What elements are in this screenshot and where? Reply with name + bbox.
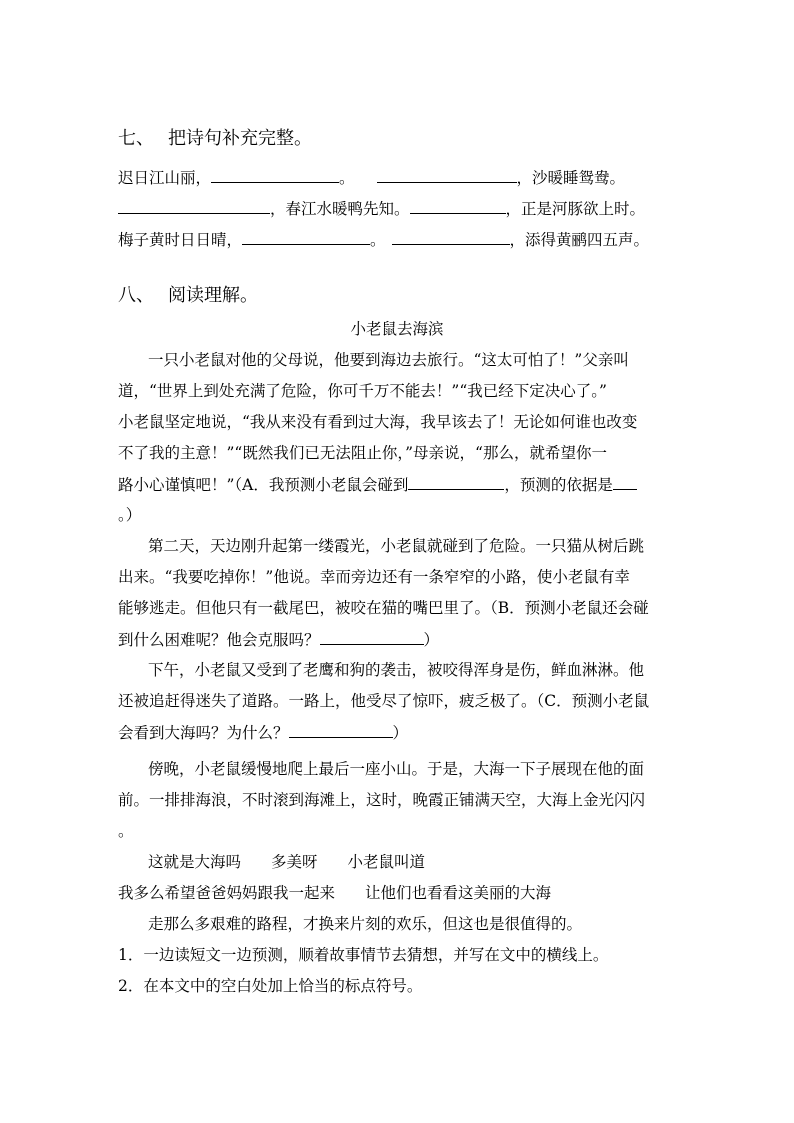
poem-text: ，沙暖睡鸳鸯。 <box>516 169 626 187</box>
poem-line-3 <box>118 229 649 250</box>
story-text: 路小心谨慎吧！”（A．我预测小老鼠会碰到 <box>118 476 409 494</box>
story-line <box>118 629 439 650</box>
answer-blank[interactable] <box>392 229 510 245</box>
story-title: 小老鼠去海滨 <box>350 320 444 338</box>
story-text: ，预测的依据是 <box>504 476 613 494</box>
poem-text: 。 <box>370 231 386 249</box>
section-7-number: 七、 <box>118 128 154 149</box>
story-line: 不了我的主意！”“既然我们已无法阻止你，”母亲说，“那么，就希望你一 <box>118 444 607 462</box>
story-line: 下午，小老鼠又受到了老鹰和狗的袭击，被咬得浑身是伤，鲜血淋淋。他 <box>148 661 645 679</box>
reason-blank-a[interactable] <box>613 474 637 490</box>
answer-blank[interactable] <box>242 229 370 245</box>
story-text: 我多么希望爸爸妈妈跟我一起来 <box>118 884 336 902</box>
poem-line-2 <box>118 198 645 219</box>
story-line: 小老鼠坚定地说，“我从来没有看到过大海，我早该去了！无论如何谁也改变 <box>118 413 638 431</box>
section-7-title: 把诗句补充完整。 <box>168 128 312 149</box>
answer-blank[interactable] <box>410 198 506 214</box>
story-text: 这就是大海吗 <box>148 853 242 871</box>
story-text: 会看到大海吗？为什么？ <box>118 724 289 742</box>
story-line: 傍晚，小老鼠缓慢地爬上最后一座小山。于是，大海一下子展现在他的面 <box>148 760 645 778</box>
story-line: 出来。“我要吃掉你！”他说。幸而旁边还有一条窄窄的小路，使小老鼠有幸 <box>118 568 630 586</box>
answer-blank[interactable] <box>118 198 270 214</box>
prediction-blank-a[interactable] <box>408 474 504 490</box>
story-text: 小老鼠叫道 <box>347 853 426 871</box>
prediction-blank-c[interactable] <box>289 722 393 738</box>
story-text: ） <box>423 631 440 649</box>
poem-text: 梅子黄时日日晴， <box>118 231 243 249</box>
story-line <box>118 722 408 743</box>
poem-text: ，正是河豚欲上时。 <box>505 200 646 218</box>
story-text: 让他们也看看这美丽的大海 <box>365 884 552 902</box>
story-line: 一只小老鼠对他的父母说，他要到海边去旅行。“这太可怕了！”父亲叫 <box>148 351 629 369</box>
section-8-heading <box>118 284 258 308</box>
poem-text: ，春江水暖鸭先知。 <box>270 200 410 218</box>
story-line: 走那么多艰难的路程，才换来片刻的欢乐，但这也是很值得的。 <box>148 915 583 933</box>
poem-text: 。 <box>339 169 355 187</box>
story-line: 第二天，天边刚升起第一缕霞光，小老鼠就碰到了危险。一只猫从树后跳 <box>148 537 645 555</box>
story-line: 道，“世界上到处充满了危险，你可千万不能去！”“我已经下定决心了。” <box>118 382 607 400</box>
poem-text: ，添得黄鹂四五声。 <box>509 231 650 249</box>
section-8-number: 八、 <box>118 285 154 306</box>
story-line: 还被追赶得迷失了道路。一路上，他受尽了惊吓，疲乏极了。（C．预测小老鼠 <box>118 692 650 710</box>
punctuation-line <box>148 852 425 872</box>
story-text: 到什么困难呢？他会克服吗？ <box>118 631 320 649</box>
story-text: 多美呀 <box>271 853 318 871</box>
answer-blank[interactable] <box>211 167 339 183</box>
question-1: 1．一边读短文一边预测，顺着故事情节去猜想，并写在文中的横线上。 <box>118 946 609 964</box>
story-text: ） <box>392 724 409 742</box>
story-line: 。 <box>118 822 134 840</box>
answer-blank[interactable] <box>377 167 517 183</box>
punctuation-line <box>118 883 551 903</box>
story-line: 。） <box>118 506 142 524</box>
story-line: 前。一排排海浪，不时滚到海滩上，这时，晚霞正铺满天空，大海上金光闪闪 <box>118 791 646 809</box>
prediction-blank-b[interactable] <box>320 629 424 645</box>
story-line: 能够逃走。但他只有一截尾巴，被咬在猫的嘴巴里了。（B．预测小老鼠还会碰 <box>118 599 649 617</box>
story-line <box>118 474 637 495</box>
question-2: 2．在本文中的空白处加上恰当的标点符号。 <box>118 977 423 995</box>
section-7-heading <box>118 127 312 151</box>
section-8-title: 阅读理解。 <box>168 285 258 306</box>
poem-line-1 <box>118 167 625 188</box>
poem-text: 迟日江山丽， <box>118 169 212 187</box>
